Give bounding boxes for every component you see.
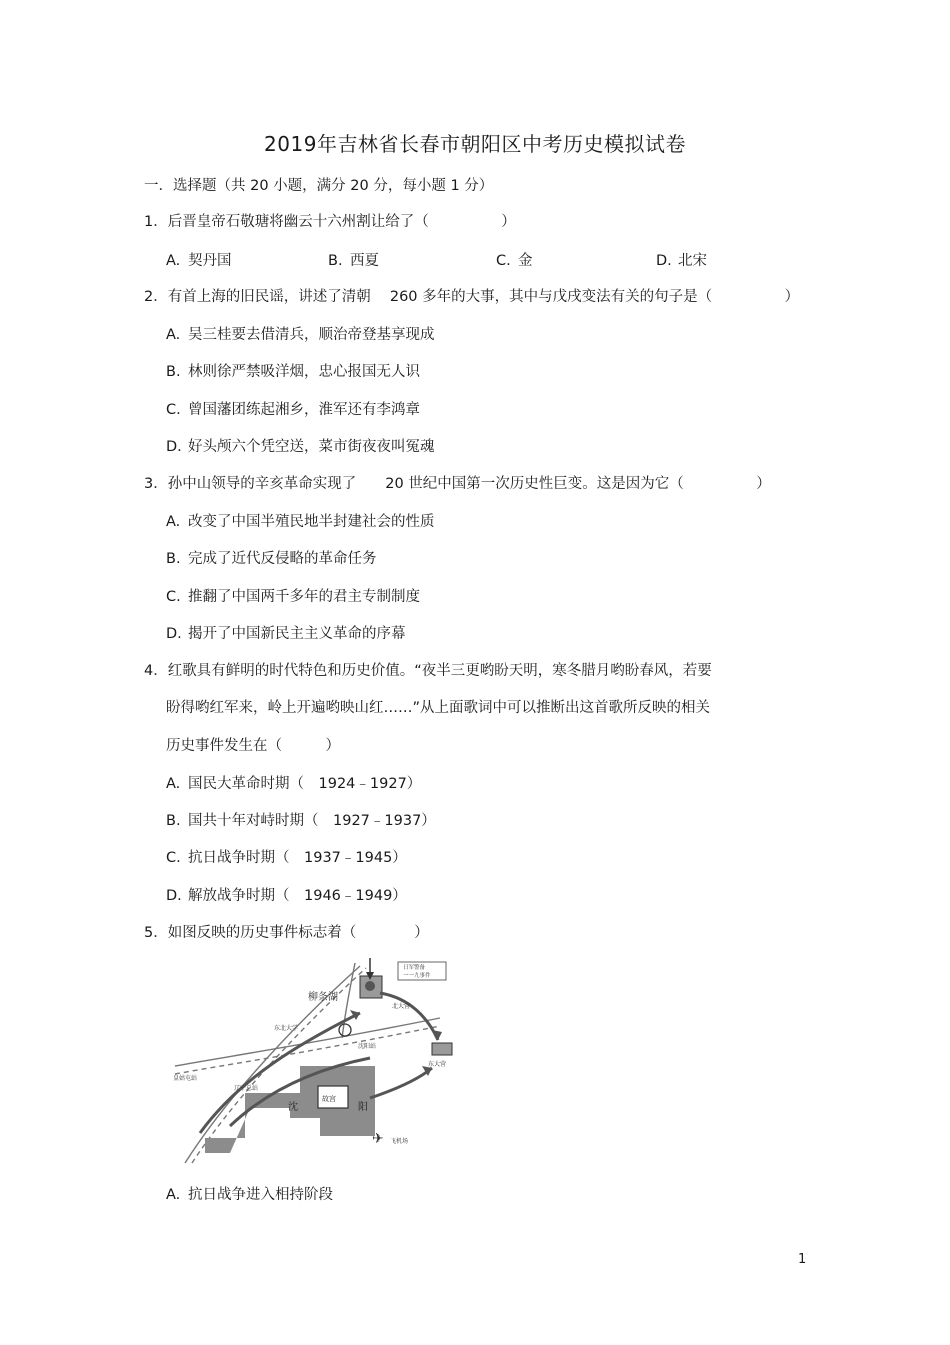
map-label: 北大营 <box>392 1003 411 1010</box>
option-b[interactable] <box>166 811 436 831</box>
map-label: 柳条湖 <box>308 992 338 1003</box>
option-letter: D. <box>166 439 182 455</box>
option-text: 金 <box>518 253 533 269</box>
map-label: 东大营 <box>428 1061 447 1068</box>
attack-arrow <box>370 1068 432 1098</box>
option-d[interactable] <box>166 886 407 906</box>
option-c[interactable] <box>166 400 420 420</box>
option-letter: C. <box>166 850 181 866</box>
map-label: 辽宁总站 <box>234 1085 259 1092</box>
option-text: 改变了中国半殖民地半封建社会的性质 <box>188 514 435 530</box>
option-letter: A. <box>166 253 181 269</box>
option-letter: B. <box>166 813 181 829</box>
section-header: 一．选择题（共 20 小题，满分 20 分，每小题 1 分） <box>144 178 494 194</box>
option-text: 好头颅六个凭空送，菜市街夜夜叫冤魂 <box>188 439 435 455</box>
option-text: 西夏 <box>350 253 379 269</box>
question-stem: 如图反映的历史事件标志着（ ） <box>167 925 429 941</box>
option-text: 推翻了中国两千多年的君主专制制度 <box>188 589 420 605</box>
question-stem-line: 历史事件发生在（ ） <box>166 738 340 754</box>
option-letter: A. <box>166 514 181 530</box>
map-label: 故宫 <box>322 1095 336 1103</box>
option-d[interactable] <box>656 251 707 271</box>
map-label: 皇姑屯站 <box>173 1075 198 1082</box>
question-stem: 红歌具有鲜明的时代特色和历史价值。“夜半三更哟盼天明，寒冬腊月哟盼春风，若要 <box>167 663 712 679</box>
option-text: 抗日战争时期（ 1937﹣1945） <box>188 850 407 866</box>
question-number: 4． <box>144 663 168 679</box>
question-stem: 孙中山领导的辛亥革命实现了 20 世纪中国第一次历史性巨变。这是因为它（ ） <box>167 476 771 492</box>
map-label: 东北大学 <box>274 1025 299 1032</box>
option-text: 解放战争时期（ 1946﹣1949） <box>188 888 407 904</box>
option-a[interactable] <box>166 325 435 345</box>
attack-arrow <box>380 993 438 1040</box>
page-title: 2019年吉林省长春市朝阳区中考历史模拟试卷 <box>264 132 686 156</box>
legend-text: 日军警备 <box>403 965 426 971</box>
map-label: 沈 <box>288 1102 298 1113</box>
option-letter: A. <box>166 327 181 343</box>
option-d[interactable] <box>166 624 406 644</box>
question-number: 5． <box>144 925 168 941</box>
explosion-marker-icon <box>339 1024 351 1036</box>
question-number: 3． <box>144 476 168 492</box>
question-number: 1． <box>144 214 168 230</box>
question-number: 2． <box>144 289 168 305</box>
dongdaying-block <box>432 1043 452 1055</box>
legend-text: 一一九事件 <box>403 973 431 979</box>
option-text: 曾国藩团练起湘乡，淮军还有李鸿章 <box>188 402 420 418</box>
option-letter: C. <box>166 589 181 605</box>
option-c[interactable] <box>166 587 420 607</box>
option-letter: A. <box>166 1187 181 1203</box>
question-stem: 有首上海的旧民谣，讲述了清朝 260 多年的大事，其中与戊戌变法有关的句子是（ ） <box>167 289 800 305</box>
explosion-marker-icon <box>365 981 375 991</box>
question-stem-line: 盼得哟红军来，岭上开遍哟映山红……”从上面歌词中可以推断出这首歌所反映的相关 <box>166 700 711 716</box>
question-stem: 后晋皇帝石敬瑭将幽云十六州割让给了（ ） <box>167 214 516 230</box>
option-letter: C. <box>496 253 511 269</box>
map-label: 沈阳站 <box>358 1043 377 1050</box>
option-d[interactable] <box>166 437 435 457</box>
option-text: 北宋 <box>678 253 707 269</box>
option-c[interactable] <box>166 848 407 868</box>
option-text: 完成了近代反侵略的革命任务 <box>188 551 377 567</box>
option-a[interactable] <box>166 1185 333 1205</box>
option-b[interactable] <box>166 549 377 569</box>
option-text: 抗日战争进入相持阶段 <box>188 1187 333 1203</box>
option-letter: D. <box>166 888 182 904</box>
option-a[interactable] <box>166 512 435 532</box>
option-a[interactable] <box>166 251 232 271</box>
page-number: 1 <box>798 1252 807 1267</box>
option-text: 吴三桂要去借清兵，顺治帝登基享现成 <box>188 327 435 343</box>
option-letter: C. <box>166 402 181 418</box>
option-letter: B. <box>166 364 181 380</box>
option-letter: B. <box>166 551 181 567</box>
option-a[interactable] <box>166 774 421 794</box>
map-label: 阳 <box>358 1102 368 1113</box>
map-label: 飞机场 <box>390 1138 409 1145</box>
option-text: 国民大革命时期（ 1924﹣1927） <box>188 776 422 792</box>
option-letter: A. <box>166 776 181 792</box>
airplane-icon: ✈ <box>372 1131 384 1147</box>
option-text: 揭开了中国新民主主义革命的序幕 <box>188 626 406 642</box>
option-letter: D. <box>166 626 182 642</box>
road-line <box>342 963 355 1038</box>
option-letter: D. <box>656 253 672 269</box>
option-text: 国共十年对峙时期（ 1927﹣1937） <box>188 813 436 829</box>
option-text: 契丹国 <box>188 253 232 269</box>
option-c[interactable] <box>496 251 533 271</box>
option-b[interactable] <box>328 251 379 271</box>
option-text: 林则徐严禁吸洋烟，忠心报国无人识 <box>188 364 420 380</box>
historical-event-map <box>170 958 470 1173</box>
option-b[interactable] <box>166 362 420 382</box>
option-letter: B. <box>328 253 343 269</box>
